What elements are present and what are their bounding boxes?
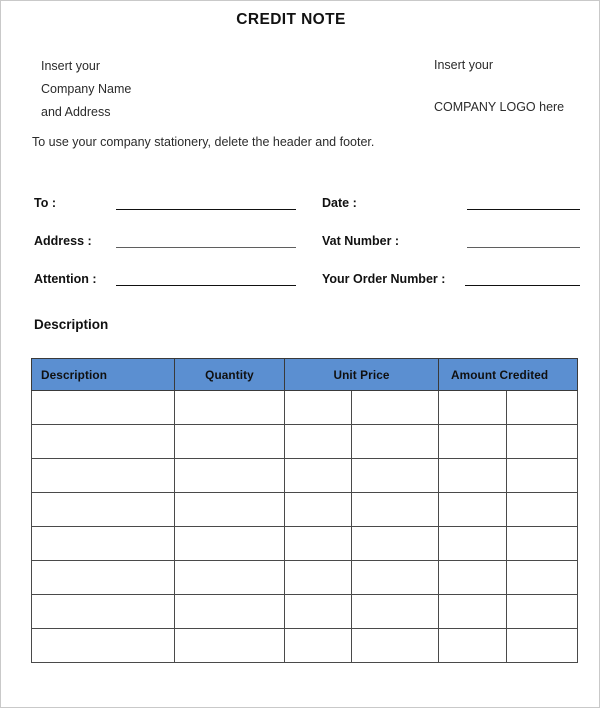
- table-row: [32, 595, 578, 629]
- cell-unit-price-b[interactable]: [352, 561, 439, 595]
- cell-quantity[interactable]: [175, 595, 285, 629]
- cell-unit-price-a[interactable]: [285, 391, 352, 425]
- cell-quantity[interactable]: [175, 493, 285, 527]
- field-order-number[interactable]: [322, 270, 580, 288]
- cell-amount-credited-b[interactable]: [507, 595, 578, 629]
- cell-amount-credited-a[interactable]: [439, 459, 507, 493]
- cell-unit-price-b[interactable]: [352, 459, 439, 493]
- table-row: [32, 425, 578, 459]
- cell-amount-credited-a[interactable]: [439, 527, 507, 561]
- cell-amount-credited-b[interactable]: [507, 561, 578, 595]
- field-to-label: To :: [34, 196, 56, 210]
- cell-description[interactable]: [32, 595, 175, 629]
- cell-amount-credited-a[interactable]: [439, 629, 507, 663]
- cell-amount-credited-b[interactable]: [507, 425, 578, 459]
- cell-amount-credited-b[interactable]: [507, 527, 578, 561]
- company-line-3: and Address: [41, 105, 111, 119]
- logo-line-2: COMPANY LOGO here: [434, 100, 565, 114]
- field-attention-label: Attention :: [34, 272, 97, 286]
- field-vat-number-input[interactable]: [467, 247, 580, 248]
- cell-amount-credited-b[interactable]: [507, 629, 578, 663]
- field-vat-number-label: Vat Number :: [322, 234, 400, 248]
- description-heading: Description: [34, 317, 109, 332]
- company-line-1: Insert your: [41, 59, 101, 73]
- cell-unit-price-a[interactable]: [285, 595, 352, 629]
- cell-unit-price-b[interactable]: [352, 595, 439, 629]
- table-row: [32, 391, 578, 425]
- cell-amount-credited-a[interactable]: [439, 493, 507, 527]
- table-row: [32, 493, 578, 527]
- field-date-label: Date :: [322, 196, 357, 210]
- field-attention[interactable]: [34, 270, 296, 288]
- cell-description[interactable]: [32, 493, 175, 527]
- cell-amount-credited-a[interactable]: [439, 595, 507, 629]
- field-address-input[interactable]: [116, 247, 296, 248]
- cell-amount-credited-a[interactable]: [439, 391, 507, 425]
- cell-unit-price-a[interactable]: [285, 459, 352, 493]
- cell-amount-credited-a[interactable]: [439, 425, 507, 459]
- cell-amount-credited-b[interactable]: [507, 459, 578, 493]
- field-address-label: Address :: [34, 234, 92, 248]
- column-header-amount-credited[interactable]: Amount Credited: [439, 359, 578, 391]
- cell-unit-price-a[interactable]: [285, 425, 352, 459]
- table-header: [32, 359, 578, 391]
- page-title: CREDIT NOTE: [236, 11, 346, 28]
- cell-quantity[interactable]: [175, 527, 285, 561]
- field-to-input[interactable]: [116, 209, 296, 210]
- table-row: [32, 629, 578, 663]
- cell-unit-price-a[interactable]: [285, 527, 352, 561]
- cell-unit-price-a[interactable]: [285, 561, 352, 595]
- company-line-2: Company Name: [41, 82, 132, 96]
- form-fields: [1, 194, 600, 294]
- cell-description[interactable]: [32, 561, 175, 595]
- field-to[interactable]: [34, 194, 296, 212]
- cell-description[interactable]: [32, 391, 175, 425]
- column-header-unit-price[interactable]: Unit Price: [285, 359, 439, 391]
- table-row: [32, 527, 578, 561]
- credit-items-table: [31, 358, 578, 663]
- field-date-input[interactable]: [467, 209, 580, 210]
- table-header-row: [32, 359, 578, 391]
- column-header-quantity[interactable]: Quantity: [175, 359, 285, 391]
- company-address-block: [41, 55, 131, 124]
- field-date[interactable]: [322, 194, 580, 212]
- field-order-number-input[interactable]: [465, 285, 580, 286]
- logo-spacer: [434, 77, 564, 96]
- cell-description[interactable]: [32, 425, 175, 459]
- table-row: [32, 561, 578, 595]
- cell-amount-credited-b[interactable]: [507, 493, 578, 527]
- column-header-description[interactable]: Description: [32, 359, 175, 391]
- field-address[interactable]: [34, 232, 296, 250]
- cell-quantity[interactable]: [175, 459, 285, 493]
- field-order-number-label: Your Order Number :: [322, 272, 446, 286]
- cell-unit-price-b[interactable]: [352, 527, 439, 561]
- cell-quantity[interactable]: [175, 391, 285, 425]
- cell-quantity[interactable]: [175, 561, 285, 595]
- cell-amount-credited-b[interactable]: [507, 391, 578, 425]
- cell-description[interactable]: [32, 459, 175, 493]
- cell-description[interactable]: [32, 527, 175, 561]
- stationery-note: To use your company stationery, delete the header and footer.: [32, 135, 375, 149]
- field-vat-number[interactable]: [322, 232, 580, 250]
- cell-unit-price-b[interactable]: [352, 629, 439, 663]
- field-attention-input[interactable]: [116, 285, 296, 286]
- cell-unit-price-a[interactable]: [285, 493, 352, 527]
- company-logo-placeholder: [434, 54, 564, 119]
- cell-unit-price-b[interactable]: [352, 391, 439, 425]
- table-body: [32, 391, 578, 663]
- cell-description[interactable]: [32, 629, 175, 663]
- cell-unit-price-a[interactable]: [285, 629, 352, 663]
- logo-line-1: Insert your: [434, 58, 494, 72]
- table-row: [32, 459, 578, 493]
- cell-quantity[interactable]: [175, 629, 285, 663]
- cell-unit-price-b[interactable]: [352, 425, 439, 459]
- cell-unit-price-b[interactable]: [352, 493, 439, 527]
- cell-amount-credited-a[interactable]: [439, 561, 507, 595]
- cell-quantity[interactable]: [175, 425, 285, 459]
